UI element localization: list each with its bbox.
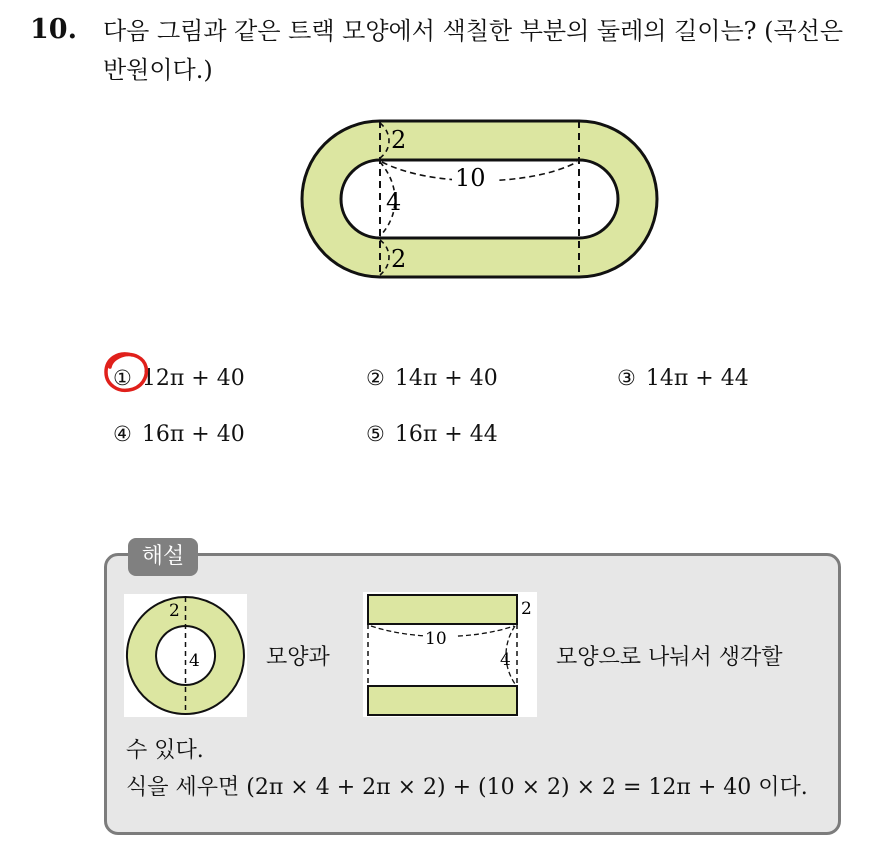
rect-label-height: 4 [500,650,511,670]
choice-1-mark: ① [113,366,132,390]
choice-1-text: 12π + 40 [141,366,245,391]
choice-5-text: 16π + 44 [394,422,498,447]
ring-figure [124,594,247,717]
solution-tag: 해설 [128,538,198,576]
answer-circle-mark [102,349,152,395]
choice-3-mark: ③ [617,366,636,390]
solution-line-3: 식을 세우면 (2π × 4 + 2π × 2) + (10 × 2) × 2 = 12π + 40 이다. [126,775,808,800]
choice-3[interactable] [617,366,749,391]
label-middle: 4 [386,188,402,216]
label-top: 2 [391,126,407,154]
choice-2-text: 14π + 40 [394,366,498,391]
choice-2-mark: ② [366,366,385,390]
track-shaded-region [302,121,657,277]
choice-4-mark: ④ [113,422,132,446]
track-figure [300,115,662,285]
solution-text-rect: 모양으로 나눠서 생각할 [556,645,783,670]
label-bottom: 2 [391,245,407,273]
rect-label-length: 10 [425,629,447,649]
choice-5[interactable] [366,422,498,447]
ring-label-inner: 4 [189,651,200,671]
choice-3-text: 14π + 44 [645,366,749,391]
rect-label-side: 2 [521,599,532,619]
ring-label-outer: 2 [169,601,180,621]
choice-4-text: 16π + 40 [141,422,245,447]
choice-4[interactable] [113,422,245,447]
solution-text-ring: 모양과 [266,645,330,670]
rectangles-figure [363,592,537,717]
choice-5-mark: ⑤ [366,422,385,446]
choice-2[interactable] [366,366,498,391]
solution-line-2: 수 있다. [126,738,204,763]
label-length: 10 [455,164,486,192]
question-text: 다음 그림과 같은 트랙 모양에서 색칠한 부분의 둘레의 길이는? (곡선은 반원이다.) [103,17,844,84]
question-number: 10. [30,14,77,45]
